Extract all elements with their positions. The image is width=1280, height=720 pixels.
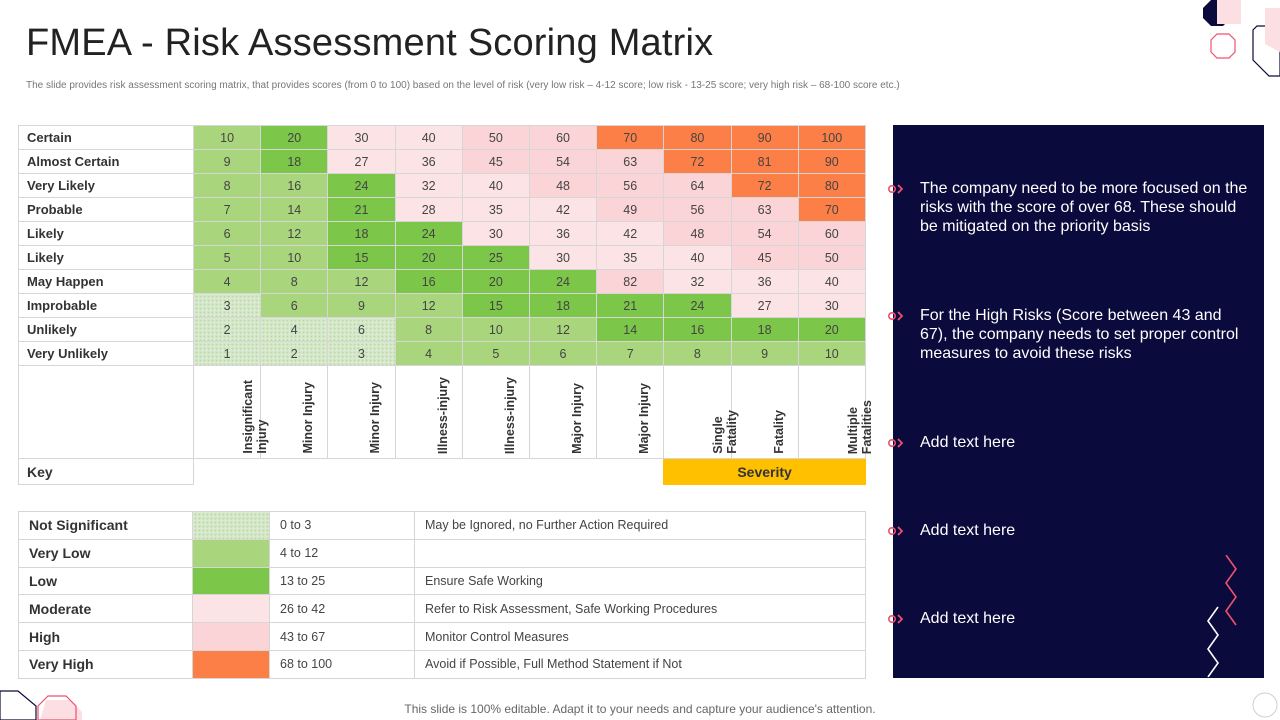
page-subtitle: The slide provides risk assessment scoring matrix, that provides scores (from 0 to 100) based on the level of risk (very low risk – 4-12 score; low risk - 13-25 score; very high risk – 68-100 score etc.) <box>26 80 900 91</box>
octagon-outline-pink-shape <box>1211 34 1235 58</box>
legend-level-name: Very High <box>19 650 193 678</box>
legend-action: Ensure Safe Working <box>415 567 866 595</box>
legend-row <box>19 650 866 678</box>
octagon-pink-shape <box>1217 0 1241 24</box>
legend-color-swatch <box>193 539 270 567</box>
matrix-cell: 12 <box>395 294 462 318</box>
likelihood-label: Unlikely <box>19 318 194 342</box>
matrix-cell: 18 <box>261 150 328 174</box>
matrix-cell: 20 <box>395 246 462 270</box>
matrix-cell: 64 <box>664 174 731 198</box>
matrix-row <box>19 342 866 366</box>
matrix-cell: 14 <box>597 318 664 342</box>
note-text: Add text here <box>920 522 1016 539</box>
matrix-cell: 82 <box>597 270 664 294</box>
matrix-cell: 50 <box>798 246 865 270</box>
matrix-cell: 4 <box>261 318 328 342</box>
matrix-cell: 40 <box>395 126 462 150</box>
matrix-row <box>19 150 866 174</box>
matrix-cell: 48 <box>529 174 596 198</box>
legend-level-name: Low <box>19 567 193 595</box>
matrix-cell: 48 <box>664 222 731 246</box>
matrix-cell: 5 <box>462 342 529 366</box>
octagon-light-pink-shape <box>1265 8 1280 52</box>
matrix-cell: 8 <box>261 270 328 294</box>
legend-row <box>19 539 866 567</box>
severity-column-label: Minor Injury <box>368 382 383 454</box>
matrix-cell: 3 <box>194 294 261 318</box>
severity-column-header <box>664 366 740 459</box>
matrix-row <box>19 270 866 294</box>
matrix-row <box>19 294 866 318</box>
bullet-chevron-icon <box>888 310 906 322</box>
matrix-cell: 18 <box>731 318 798 342</box>
matrix-cell: 16 <box>395 270 462 294</box>
matrix-cell: 72 <box>731 174 798 198</box>
severity-header-row <box>19 366 866 459</box>
matrix-cell: 2 <box>261 342 328 366</box>
matrix-cell: 32 <box>664 270 731 294</box>
severity-column-header <box>597 366 664 459</box>
matrix-cell: 35 <box>597 246 664 270</box>
matrix-cell: 80 <box>664 126 731 150</box>
matrix-cell: 36 <box>529 222 596 246</box>
matrix-cell: 30 <box>462 222 529 246</box>
legend-color-swatch <box>193 567 270 595</box>
matrix-cell: 56 <box>597 174 664 198</box>
legend-color-swatch <box>193 650 270 678</box>
legend-score-range: 26 to 42 <box>270 595 415 623</box>
severity-column-label: Multiple Fatalities <box>845 399 874 454</box>
matrix-cell: 27 <box>731 294 798 318</box>
matrix-cell: 100 <box>798 126 865 150</box>
matrix-cell: 12 <box>328 270 395 294</box>
matrix-cell: 90 <box>731 126 798 150</box>
note-text: The company need to be more focused on the risks with the score of over 68. These should be mitigated on the priority basis <box>920 180 1248 235</box>
legend-color-swatch <box>193 595 270 623</box>
matrix-cell: 72 <box>664 150 731 174</box>
severity-column-header <box>529 366 596 459</box>
likelihood-label: Certain <box>19 126 194 150</box>
likelihood-label: Almost Certain <box>19 150 194 174</box>
matrix-cell: 28 <box>395 198 462 222</box>
severity-column-label: Minor Injury <box>301 382 316 454</box>
matrix-cell: 15 <box>462 294 529 318</box>
matrix-cell: 54 <box>529 150 596 174</box>
matrix-cell: 24 <box>529 270 596 294</box>
matrix-cell: 4 <box>194 270 261 294</box>
severity-column-header <box>261 366 328 459</box>
matrix-cell: 3 <box>328 342 395 366</box>
circle-outline-shape <box>1253 693 1277 717</box>
matrix-cell: 8 <box>194 174 261 198</box>
matrix-cell: 49 <box>597 198 664 222</box>
likelihood-label: Probable <box>19 198 194 222</box>
severity-column-header <box>731 366 798 459</box>
note-text: For the High Risks (Score between 43 and 67), the company needs to set proper control measures to avoid these risks <box>920 307 1239 362</box>
severity-column-label: Fatality <box>771 410 786 454</box>
matrix-row <box>19 126 866 150</box>
matrix-cell: 80 <box>798 174 865 198</box>
severity-column-header <box>395 366 462 459</box>
bullet-chevron-icon <box>888 525 906 537</box>
severity-column-label: Major Injury <box>570 383 585 454</box>
matrix-cell: 12 <box>261 222 328 246</box>
legend-row <box>19 567 866 595</box>
matrix-cell: 81 <box>731 150 798 174</box>
legend-score-range: 0 to 3 <box>270 512 415 540</box>
matrix-cell: 63 <box>731 198 798 222</box>
matrix-cell: 36 <box>731 270 798 294</box>
matrix-cell: 16 <box>664 318 731 342</box>
matrix-row <box>19 246 866 270</box>
matrix-row <box>19 198 866 222</box>
matrix-cell: 60 <box>529 126 596 150</box>
legend-level-name: Very Low <box>19 539 193 567</box>
matrix-cell: 40 <box>798 270 865 294</box>
legend-row <box>19 623 866 651</box>
matrix-cell: 9 <box>194 150 261 174</box>
legend-color-swatch <box>193 623 270 651</box>
legend-action: Avoid if Possible, Full Method Statement if Not <box>415 650 866 678</box>
legend-level-name: Moderate <box>19 595 193 623</box>
matrix-cell: 63 <box>597 150 664 174</box>
matrix-cell: 1 <box>194 342 261 366</box>
matrix-cell: 7 <box>194 198 261 222</box>
matrix-cell: 36 <box>395 150 462 174</box>
matrix-cell: 5 <box>194 246 261 270</box>
matrix-cell: 70 <box>597 126 664 150</box>
matrix-cell: 24 <box>664 294 731 318</box>
bullet-chevron-icon <box>888 183 906 195</box>
matrix-cell: 21 <box>597 294 664 318</box>
legend-action: May be Ignored, no Further Action Required <box>415 512 866 540</box>
matrix-cell: 24 <box>395 222 462 246</box>
matrix-cell: 12 <box>529 318 596 342</box>
legend-level-name: High <box>19 623 193 651</box>
severity-column-header <box>194 366 270 459</box>
matrix-cell: 56 <box>664 198 731 222</box>
key-label: Key <box>19 459 194 485</box>
risk-legend <box>18 511 866 679</box>
matrix-cell: 30 <box>798 294 865 318</box>
matrix-cell: 10 <box>798 342 865 366</box>
matrix-cell: 50 <box>462 126 529 150</box>
corner-decoration-bottom-left <box>0 688 90 720</box>
legend-row <box>19 512 866 540</box>
matrix-cell: 16 <box>261 174 328 198</box>
matrix-cell: 9 <box>731 342 798 366</box>
matrix-cell: 35 <box>462 198 529 222</box>
legend-action <box>415 539 866 567</box>
matrix-cell: 20 <box>462 270 529 294</box>
matrix-cell: 4 <box>395 342 462 366</box>
matrix-cell: 27 <box>328 150 395 174</box>
matrix-cell: 18 <box>328 222 395 246</box>
matrix-cell: 54 <box>731 222 798 246</box>
severity-label: Severity <box>664 459 866 485</box>
matrix-cell: 21 <box>328 198 395 222</box>
matrix-cell: 32 <box>395 174 462 198</box>
severity-column-label: Illness-injury <box>502 376 517 454</box>
zigzag-decoration <box>1200 555 1245 677</box>
matrix-cell: 6 <box>194 222 261 246</box>
matrix-cell: 20 <box>798 318 865 342</box>
severity-column-header <box>462 366 529 459</box>
matrix-cell: 25 <box>462 246 529 270</box>
legend-level-name: Not Significant <box>19 512 193 540</box>
legend-color-swatch <box>193 512 270 540</box>
octagon-outline-navy-shape <box>0 691 36 720</box>
matrix-cell: 10 <box>462 318 529 342</box>
legend-row <box>19 595 866 623</box>
legend-score-range: 4 to 12 <box>270 539 415 567</box>
matrix-cell: 7 <box>597 342 664 366</box>
severity-column-header <box>328 366 395 459</box>
matrix-cell: 8 <box>395 318 462 342</box>
note-text: Add text here <box>920 610 1016 627</box>
matrix-cell: 45 <box>462 150 529 174</box>
matrix-cell: 8 <box>664 342 731 366</box>
matrix-cell: 15 <box>328 246 395 270</box>
matrix-cell: 20 <box>261 126 328 150</box>
legend-score-range: 13 to 25 <box>270 567 415 595</box>
matrix-cell: 10 <box>261 246 328 270</box>
likelihood-label: May Happen <box>19 270 194 294</box>
legend-action: Monitor Control Measures <box>415 623 866 651</box>
footer-note: This slide is 100% editable. Adapt it to your needs and capture your audience's attention. <box>404 702 876 716</box>
severity-column-label: Insignificant Injury <box>241 380 270 454</box>
matrix-cell: 60 <box>798 222 865 246</box>
legend-action: Refer to Risk Assessment, Safe Working Procedures <box>415 595 866 623</box>
page-title: FMEA - Risk Assessment Scoring Matrix <box>26 22 714 64</box>
matrix-cell: 6 <box>261 294 328 318</box>
likelihood-label: Improbable <box>19 294 194 318</box>
matrix-cell: 40 <box>664 246 731 270</box>
severity-column-header <box>798 366 874 459</box>
legend-score-range: 43 to 67 <box>270 623 415 651</box>
matrix-cell: 9 <box>328 294 395 318</box>
matrix-cell: 70 <box>798 198 865 222</box>
matrix-cell: 45 <box>731 246 798 270</box>
matrix-cell: 2 <box>194 318 261 342</box>
severity-column-label: Single Fatality <box>711 410 740 454</box>
severity-column-label: Major Injury <box>637 383 652 454</box>
matrix-cell: 10 <box>194 126 261 150</box>
matrix-cell: 6 <box>529 342 596 366</box>
matrix-cell: 30 <box>328 126 395 150</box>
note-text: Add text here <box>920 434 1016 451</box>
matrix-cell: 40 <box>462 174 529 198</box>
likelihood-label: Very Likely <box>19 174 194 198</box>
matrix-cell: 42 <box>597 222 664 246</box>
matrix-cell: 30 <box>529 246 596 270</box>
matrix-row <box>19 318 866 342</box>
matrix-row <box>19 222 866 246</box>
likelihood-label: Likely <box>19 246 194 270</box>
matrix-cell: 90 <box>798 150 865 174</box>
bullet-chevron-icon <box>888 437 906 449</box>
risk-matrix <box>18 125 874 485</box>
matrix-cell: 24 <box>328 174 395 198</box>
likelihood-label: Very Unlikely <box>19 342 194 366</box>
legend-score-range: 68 to 100 <box>270 650 415 678</box>
likelihood-label: Likely <box>19 222 194 246</box>
corner-decoration-top-right <box>1195 0 1280 80</box>
matrix-cell: 18 <box>529 294 596 318</box>
matrix-row <box>19 174 866 198</box>
matrix-cell: 42 <box>529 198 596 222</box>
matrix-cell: 14 <box>261 198 328 222</box>
corner-decoration-bottom-right <box>1250 690 1280 720</box>
matrix-cell: 6 <box>328 318 395 342</box>
severity-column-label: Illness-injury <box>435 376 450 454</box>
matrix-corner <box>19 366 194 459</box>
key-row <box>19 459 866 485</box>
key-spacer <box>194 459 664 485</box>
bullet-chevron-icon <box>888 613 906 625</box>
